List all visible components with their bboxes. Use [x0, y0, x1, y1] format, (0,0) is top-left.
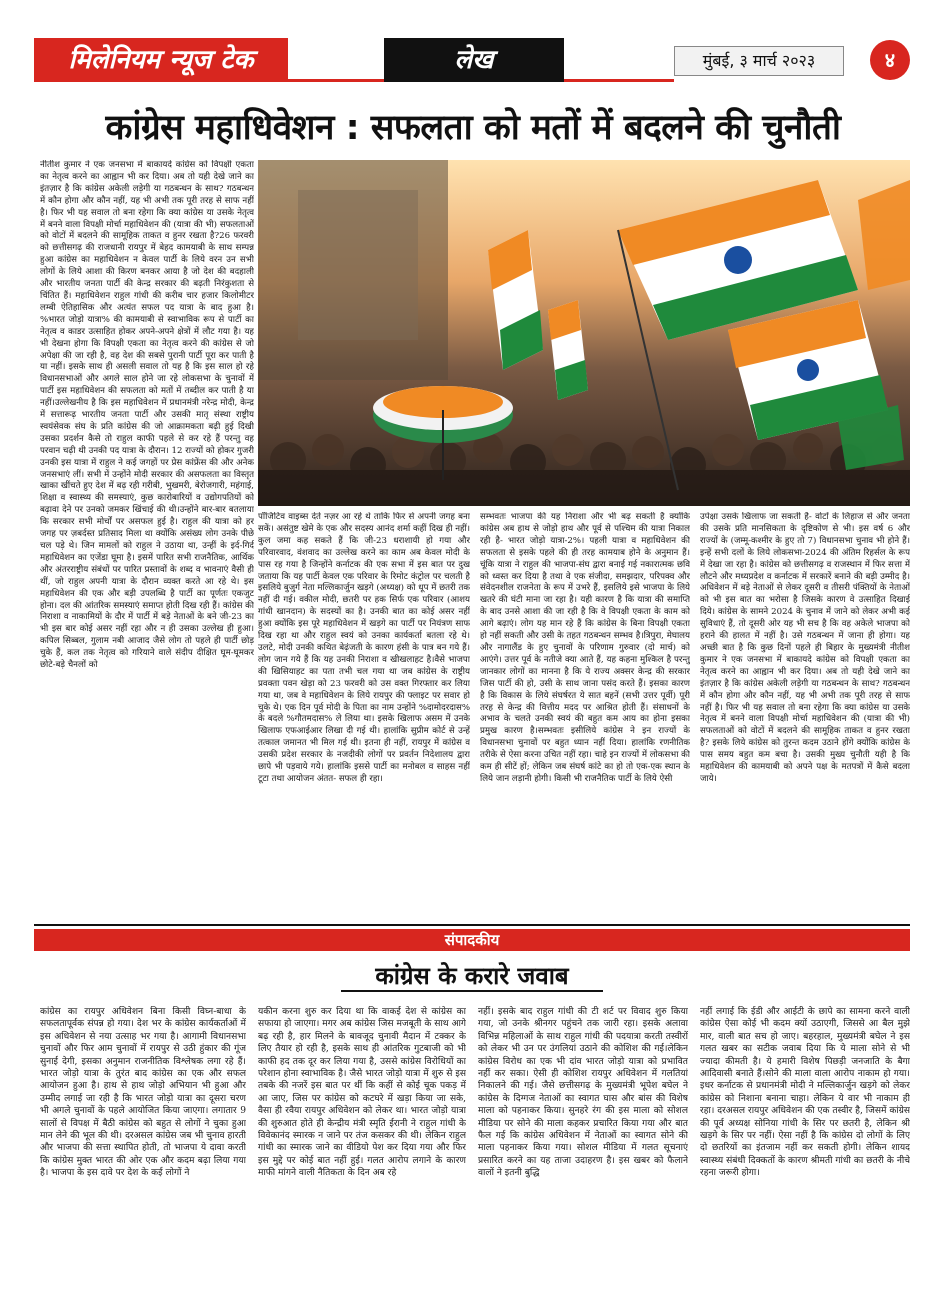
editorial-title-text: कांग्रेस के करारे जवाब	[341, 962, 602, 992]
issue-date: मुंबई, ३ मार्च २०२३	[674, 46, 844, 76]
editorial-band: संपादकीय	[34, 929, 910, 951]
editorial-column-3: नहीं। इसके बाद राहुल गांधी की टी शर्ट पर विवाद शुरु किया गया, जो उनके श्रीनगर पहुंचने तक जारी रहा। इसके अलावा विभिन्न महिलाओं के साथ राहुल गांधी की पदयात्रा करती तस्वीरों को लेकर भी उन पर उंगलियां उठाने की कोशिश की गई।लेकिन कांग्रेस विरोध का एक भी दांव भारत जोड़ो यात्रा को प्रभावित नहीं कर सका। ऐसी ही कोशिश रायपुर अधिवेशन में गलतियां निकालने की गई। जैसे छत्तीसगढ़ के मुख्यमंत्री भूपेश बघेल ने कांग्रेस के दिग्गज नेताओं का स्वागत घास और बांस की विशेष माला को पहनाकर किया। सुनहरे रंग की इस माला को सोशल मीडिया पर सोने की माला कहकर प्रचारित किया गया और बात फैल गई कि कांग्रेस अधिवेशन में नेताओं का स्वागत सोने की माला पहनाकर किया गया। सोशल मीडिया में गलत सूचनाएं प्रसारित करने का यह ताजा उदाहरण है। इस खबर को फैलाने वालों ने इतनी बुद्धि	[478, 1007, 688, 1179]
rally-crowd-flags-photo-icon	[258, 160, 910, 506]
article-column-4: उपेक्षा उसके खिलाफ जा सकती है- वोटों के लिहाज से और जनता की उसके प्रति मानसिकता के दृष्टिकोण से भी। इस वर्ष 6 और राज्यों के (जम्मू-कश्मीर के हुए तो 7) विधानसभा चुनाव भी होने हैं। इन्हें सभी दलों के लिये लोकसभा-2024 की अंतिम रिहर्सल के रूप में देखा जा रहा है। कांग्रेस को छत्तीसगढ़ व राजस्थान में फिर सत्ता में लौटने और मध्यप्रदेश व कर्नाटक में सरकारें बनाने की बड़ी उम्मीद है। अधिवेशन में बड़े नेताओं से लेकर दूसरी व तीसरी पंक्तियों के नेताओं को भी इस बात का भरोसा है जिसके कारण वे उत्साहित दिखाई दिये। कांग्रेस के सामने 2024 के चुनाव में जाने को लेकर अभी कई सुविधाएं हैं, तो दूसरी ओर यह भी सच है कि वह अकेले भाजपा को हराने की हालत में नहीं है। उसे गठबन्धन में जाना ही होगा। यह अच्छी बात है कि कुछ दिनों पहले ही बिहार के मुख्यमंत्री नीतीश कुमार ने एक जनसभा में बाकायदे कांग्रेस को विपक्षी एकता का नेतृत्व करने का आह्वान भी कर दिया। अब तो यही देखे जाने का इंतज़ार है कि कांग्रेस अकेली लड़ेगी या गठबन्धन के साथ? गठबन्धन में कौन होगा और कौन नहीं, यह भी अभी तक पूरी तरह से साफ नहीं है। फिर भी यह सवाल तो बना रहेगा कि क्या कांग्रेस या उसके नेतृत्व में बनने वाला विपक्षी मोर्चा महाधिवेशन की (यात्रा की भी) सफलताओं को वोटों में बदलने की सामूहिक ताकत व हुनर रखता है? इसके लिये कांग्रेस को तुरन्त कदम उठाने होंगे क्योंकि कांग्रेस के पास समय बहुत कम बचा है। उसकी मुख्य चुनौती यही है कि महाधिवेशन की कामयाबी को अपने पक्ष के मतपत्रों में कैसे बदला जाये।	[700, 512, 910, 784]
section-divider	[34, 924, 910, 926]
editorial-column-1: कांग्रेस का रायपुर अधिवेशन बिना किसी विघ्न-बाधा के सफलतापूर्वक संपन्न हो गया। देश भर के कांग्रेस कार्यकर्ताओं में इस अधिवेशन से नया उत्साह भर गया है। आगामी विधानसभा चुनावों और फिर आम चुनावों में रायपुर से उठी हुंकार की गूंज सुनाई देगी, इसका अनुमान राजनीतिक विश्लेषक लगा रहे हैं। भारत जोड़ो यात्रा के तुरंत बाद कांग्रेस का एक और सफल आयोजन हुआ है। हाथ से हाथ जोड़ो अभियान भी हुआ और उम्मीद लगाई जा रही है कि भारत जोड़ो यात्रा का दूसरा चरण भी अगले चुनावों के पहले आयोजित किया जाएगा। लगातार 9 सालों से विपक्ष में बैठी कांग्रेस को बहुत से लोगों ने चुका हुआ मान लेने की भूल की थी। दरअसल कांग्रेस जब भी चुनाव हारती और भाजपा की सत्ता स्थापित होती, तो भाजपा ये दावा करती कि कांग्रेस मुक्त भारत की ओर एक और कदम बढ़ा लिया गया है। भाजपा के इस दावे पर देश के कई लोगों ने	[40, 1007, 246, 1179]
rally-photo	[258, 160, 910, 506]
article-column-1: नीतीश कुमार ने एक जनसभा में बाकायदे कांग्रेस को विपक्षी एकता का नेतृत्व करने का आह्वान भी कर दिया। अब तो यही देखे जाने का इंतज़ार है कि कांग्रेस अकेली लड़ेगी या गठबन्धन के साथ? गठबन्धन में कौन होगा और कौन नहीं, यह भी अभी तक पूरी तरह से साफ नहीं है। फिर भी यह सवाल तो बना रहेगा कि क्या कांग्रेस या उसके नेतृत्व में बनने वाला विपक्षी मोर्चा महाधिवेशन की (यात्रा की भी) सफलताओं को वोटों में बदलने की सामूहिक ताकत व हुनर रखता है?26 फरवरी को छत्तीसगढ़ की राजधानी रायपुर में बेहद कामयाबी के साथ सम्पन्न हुआ कांग्रेस का महाधिवेशन न केवल पार्टी के लिये वरन उन सभी लोगों के लिये आशा की किरण बनकर आया है जो देश की बदहाली और भारतीय जनता पार्टी की केन्द्र सरकार की बढ़ती निरंकुशता से चिंतित हैं। महाधिवेशन राहुल गांधी की करीब चार हजार किलोमीटर लम्बी ऐतिहासिक और अत्यंत सफल पद यात्रा के बाद हुआ है। %भारत जोड़ो यात्रा% की कामयाबी से स्वाभाविक रूप से पार्टी का नेतृत्व व काडर उत्साहित होकर अपने-अपने क्षेत्रों में लौट गया है। यह भी देखना होगा कि विपक्षी एकता का नेतृत्व करने की कांग्रेस से जो अपेक्षा की जा रही है, वह देश की सबसे पुरानी पार्टी पूरा कर पाती है या नहीं। इसके साथ ही असली सवाल तो यह है कि इस साल हो रहे विधानसभाओं और अगले साल होने जा रहे लोकसभा के चुनावों में पार्टी इस महाधिवेशन की सफलता को मतों में तब्दील कर पाती है या नहीं।उल्लेखनीय है कि इस महाधिवेशन में प्रधानमंत्री नरेन्द्र मोदी, केन्द्र में सत्तारूढ़ भारतीय जनता पार्टी और उसकी मातृ संस्था राष्ट्रीय स्वयंसेवक संघ के प्रति कांग्रेस की जो आक्रामकता बढ़ी हुई दिखी उसका प्रदर्शन कैसे तो राहुल काफी पहले से कर रहे हैं परन्तु वह परवान चढ़ी थी उनकी पद यात्रा के दौरान। 12 राज्यों को होकर गुजरी उनकी इस यात्रा में राहुल ने कई जगहों पर प्रेस कांफ्रेंस की और अनेक जनसभाएं लीं। सभी में उन्होंने मोदी सरकार की असफलता का विस्तृत खाका खींचते हुए देश में बढ़ रही गरीबी, भुखमरी, बेरोजगारी, महंगाई, शिक्षा व स्वास्थ्य की समस्याएं, कुछ कारोबारियों व उद्योगपतियों को बढ़ावा देने पर उनको जमकर खिंचाई की थी।उन्होंने बार-बार बतलाया कि सरकार सभी मोर्चों पर असफल हुई है। राहुल की यात्रा को हर जगह पर ज़बर्दस्त प्रतिसाद मिला था क्योंकि असंख्य लोग उनके पीछे चल पड़े थे। जिन मामलों को राहुल ने उठाया था, उन्हीं के इर्द-गिर्द महाधिवेशन का एजेंडा घूमा है। इसमें पारित सभी राजनैतिक, आर्थिक और अंतरराष्ट्रीय संबंधों पर पारित प्रस्तावों के शब्द व भावनाएं वैसी ही थीं, जो राहुल अपनी यात्रा के दौरान व्यक्त करते आ रहे थे। इस महाधिवेशन की एक और बड़ी उपलब्धि है पार्टी का पूर्णतः एकजुट होना। दल की आंतरिक समस्याएं समाप्त होती दिख रही हैं। कांग्रेस की निराशा व नाकामियों के दौर में पार्टी में बड़े नेताओं के बने जी-23 का भी इस बार कोई असर नहीं रहा और न ही उसका उल्लेख ही हुआ। कपिल सिब्बल, गुलाम नबी आजाद जैसे लोग तो पहले ही पार्टी छोड़ चुके हैं, कल तक नेतृत्व को गरियाने वाले संदीप दीक्षित घूम-घूमकर छोटे-बड़े चैनलों को	[40, 160, 254, 671]
page-number: ४	[870, 40, 910, 80]
masthead	[34, 38, 910, 82]
masthead-rule-2	[564, 79, 674, 82]
editorial-column-2: यकीन करना शुरु कर दिया था कि वाकई देश से कांग्रेस का सफाया हो जाएगा। मगर अब कांग्रेस जिस मजबूती के साथ आगे बढ़ रही है, हार मिलने के बावजूद चुनावी मैदान में टक्कर के लिए तैयार हो रही है, इसके साथ ही आंतरिक गुटबाजी को भी काफी हद तक दूर कर लिया गया है, उससे कांग्रेस विरोधियों का परेशान होना स्वाभाविक है। जैसे भारत जोड़ो यात्रा में शुरु से इस तबके की नजरें इस बात पर थीं कि कहीं से कोई चूक पकड़ में आ जाए, जिस पर कांग्रेस को कटघरे में खड़ा किया जा सके, वैसा ही रवैया रायपुर अधिवेशन को लेकर था। भारत जोड़ो यात्रा की शुरुआत होते ही केन्द्रीय मंत्री स्मृति ईरानी ने राहुल गांधी के विवेकानंद स्मारक न जाने पर तंज कसकर की थी। लेकिन राहुल गांधी का स्मारक जाने का वीडियो पेश कर दिया गया और फिर इस मुद्दे पर कोई बात नहीं हुई। गलत आरोप लगाने के कारण माफी मांगने वाली नैतिकता के दिन अब रहे	[258, 1007, 466, 1179]
article-column-2: पॉजिटिव वाइब्स देते नज़र आ रहे थे ताकि फिर से अपनी जगह बना सकें। असंतुष्ट खेमे के एक और सदस्य आनंद शर्मा कहीं दिख ही नहीं।कुल जमा कह सकते हैं कि जी-23 धराशायी हो गया और परिवारवाद, वंशवाद का उल्लेख करने का काम अब केवल मोदी के पास रह गया है जिन्होंने कर्नाटक की एक सभा में इस बात पर दुख जताया कि यह पार्टी केवल एक परिवार के रिमोट कंट्रोल पर चलती है इसलिये बुजुर्ग नेता मल्लिकार्जुन खड़गे (अध्यक्ष) को धूप में छतरी तक नहीं दी गई। वकील मोदी, छतरी पर हक सिर्फ एक परिवार (आशय गांधी खानदान) के सदस्यों का है। उनकी बात का कोई असर नहीं हुआ क्योंकि इस पूरे महाधिवेशन में खड़गे का पार्टी पर नियंत्रण साफ दिख रहा था और राहुल स्वयं को उनका कार्यकर्ता बतला रहे थे। उलटे, मोदी उनकी कथित बेढ़ंजती के कारण हंसी के पात्र बन गये हैं। लोग जान गये हैं कि यह उनकी निराशा व खीखलाहट है।वैसे भाजपा की खिसियाहट का पता तभी चल गया था जब कांग्रेस के राष्ट्रीय प्रवक्ता पवन खेड़ा को 23 फरवरी को उस वक्त गिरफ्तार कर लिया गया था, जब वे महाधिवेशन के लिये रायपुर की फ्लाइट पर सवार हो चुके थे। एक दिन पूर्व मोदी के पिता का नाम उन्होंने %दामोदरदास% के बदले %गौतमदास% ले लिया था। इसके खिलाफ असम में उनके खिलाफ एफआईआर लिखा दी गई थी। हालांकि सुप्रीम कोर्ट से उन्हें तत्काल जमानत भी मिल गई थी। इतना ही नहीं, रायपुर में कांग्रेस व उसकी प्रदेश सरकार के नजदीकी लोगों पर प्रवर्तन निदेशालय द्वारा छापे भी पड़वाये गये। हालांकि इससे पार्टी का मनोबल व साहस नहीं टूटा तथा आयोजन अंतत- सफल ही रहा।	[258, 512, 470, 784]
editorial-column-4: नहीं लगाई कि ईडी और आईटी के छापे का सामना करने वाली कांग्रेस ऐसा कोई भी कदम क्यों उठाएगी, जिससे आ बैल मुझे मार, वाली बात सच हो जाए। बहरहाल, मुख्यमंत्री बघेल ने इस गलत खबर का सटीक जवाब दिया कि ये माला सोने से भी ज्यादा कीमती है। ये हमारी विशेष पिछड़ी जनजाति के बैगा आदिवासी बनाते हैं।सोने की माला वाला आरोप नाकाम हो गया। इधर कर्नाटक से प्रधानमंत्री मोदी ने मल्लिकार्जुन खड़गे को लेकर कांग्रेस को निशाना बनाना चाहा। लेकिन ये वार भी नाकाम ही रहा। दरअसल रायपुर अधिवेशन की एक तस्वीर है, जिसमें कांग्रेस की पूर्व अध्यक्ष सोनिया गांधी के सिर पर छतरी है, लेकिन श्री खड़गे के सिर पर नहीं। ऐसा नहीं है कि कांग्रेस दो लोगों के लिए दो छतरियों का इंतजाम नहीं कर सकती होगी। लेकिन शायद स्वास्थ्य संबंधी दिक्कतों के कारण श्रीमती गांधी का छतरी के नीचे रहना जरूरी होगा।	[700, 1007, 910, 1179]
article-column-3: सम्भवतः भाजपा की यह निराशा और भी बढ़ सकती है क्योंकि कांग्रेस अब हाथ से जोड़ो हाथ और पूर्व से पश्चिम की यात्रा निकाल रही है- भारत जोड़ो यात्रा-2%। पहली यात्रा व महाधिवेशन की सफलता से इसके पहले की ही तरह कामयाब होने के अनुमान हैं। चूंकि यात्रा ने राहुल की भाजपा-संघ द्वारा बनाई गई नकारात्मक छवि को ध्वस्त कर दिया है तथा वे एक संजीदा, समझदार, परिपक्व और संवेदनशील राजनेता के रूप में उभरे हैं, इसलिये इसे भाजपा के लिये खतरे की घंटी माना जा रहा है। यही कारण है कि यात्रा की समाप्ति के बाद उनसे आशा की जा रही है कि वे विपक्षी एकता के काम को आगे बढ़ाएं। लोग यह मान रहे हैं कि कांग्रेस के बिना विपक्षी एकता हो नहीं सकती और उसी के तहत गठबन्धन सम्भव है।त्रिपुरा, मेघालय और नागालैंड के हुए चुनावों के परिणाम गुरुवार (दो मार्च) को आएंगे। उत्तर पूर्व के नतीजे क्या आते हैं, यह कहना मुश्किल है परन्तु जानकार लोगों का मानना है कि ये राज्य अक्सर केन्द्र की सरकार जिस पार्टी की हो, उसी के साथ जाना पसंद करते हैं। इसका कारण है कि विकास के लिये संघर्षरत ये सात बहनें (सभी उत्तर पूर्वी) पूरी तरह से केन्द्र की वित्तीय मदद पर आश्रित होती हैं। संसाधनों के अभाव के चलते उनकी स्वयं की बहुत कम आय का होना इसका प्रमुख कारण है।सम्भवतः इसीलिये कांग्रेस ने इन राज्यों के विधानसभा चुनावों पर बहुत ध्यान नहीं दिया। हालांकि रणनीतिक तरीके से ऐसा करना उचित नहीं रहा। चाहे इन राज्यों में लोकसभा की कम ही सीटें हों; लेकिन जब संघर्ष कांटे का हो तो एक-एक स्थान के लिये जान लड़ानी होगी। किसी भी राजनैतिक पार्टी के लिये ऐसी	[480, 512, 690, 784]
masthead-rule	[288, 79, 384, 82]
editorial-title	[34, 955, 910, 997]
article-headline: कांग्रेस महाधिवेशन : सफलता को मतों में बदलने की चुनौती	[105, 108, 841, 148]
section-label: लेख	[384, 38, 564, 82]
paper-name: मिलेनियम न्यूज टेक	[34, 38, 288, 82]
